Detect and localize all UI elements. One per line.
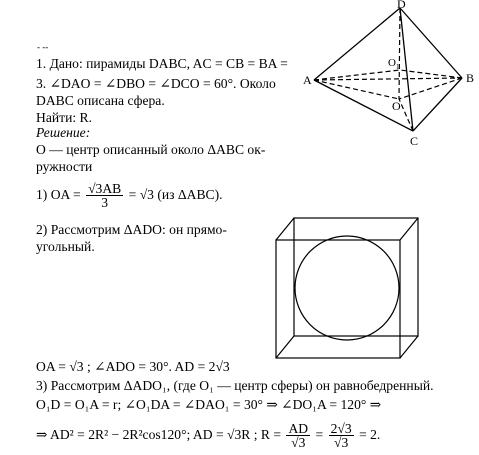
label-B: B — [466, 71, 475, 85]
problem-line-1: 1. Дано: пирамиды DABC, AC = CB = BA = — [36, 56, 288, 71]
segment-DO — [399, 8, 400, 99]
problem-line-3: DABC описана сфера. — [36, 93, 165, 108]
label-A: A — [303, 73, 312, 87]
label-O1: O — [388, 57, 396, 69]
center-line-1: O — центр описанный около ΔABC ок- — [36, 142, 266, 157]
step2-line-1: 2) Рассмотрим ΔADO: он прямо- — [36, 222, 227, 237]
edge-DA — [314, 8, 400, 80]
step1-line — [36, 178, 223, 212]
step3-eq: = — [315, 427, 324, 442]
cube-figure — [270, 212, 440, 362]
step1-fraction-den: 3 — [101, 195, 109, 211]
dash-mark: - -- — [37, 42, 49, 52]
step1-fraction — [86, 182, 123, 209]
edge-AB-hidden — [314, 78, 462, 80]
step3-fraction-1 — [286, 422, 310, 449]
inscribed-sphere — [295, 236, 399, 340]
step3-fraction-2-den: √3 — [333, 435, 349, 451]
segment-AO — [314, 80, 399, 99]
step1-rest: = √3 (из ΔABC). — [128, 187, 223, 202]
pyramid-figure — [300, 0, 479, 150]
step2-line-2: угольный. — [36, 239, 95, 254]
step3-fraction-2 — [329, 422, 354, 449]
step3-line-1: 3) Рассмотрим ΔADO₁, (где O₁ — центр сферы) он равнобедренный. — [36, 378, 434, 393]
edge-DB — [400, 8, 462, 78]
label-O1-sub: 1 — [396, 63, 400, 71]
step3-line-3 — [36, 418, 380, 452]
find-line: Найти: R. — [36, 110, 92, 125]
segment-BO1 — [400, 70, 462, 78]
step2-result: OA = √3 ; ∠ADO = 30°. AD = 2√3 — [36, 359, 230, 374]
cube-edge-tr — [400, 218, 418, 240]
step1-prefix: 1) OA = — [36, 187, 81, 202]
step1-fraction-num: √3AB — [88, 181, 122, 197]
edge-DC — [400, 8, 413, 131]
step3-line3-a: ⇒ AD² = 2R² − 2R²cos120°; AD = √3R ; R = — [36, 427, 282, 442]
center-line-2: ружности — [36, 159, 93, 174]
cube-edge-br — [400, 336, 418, 358]
problem-line-2: 3. ∠DAO = ∠DBO = ∠DCO = 60°. Около — [36, 76, 276, 91]
step3-fraction-2-num: 2√3 — [330, 421, 352, 437]
label-D: D — [397, 0, 406, 11]
solution-label: Решение: — [36, 125, 91, 140]
step3-fraction-1-den: √3 — [291, 435, 306, 451]
step3-end: = 2. — [359, 427, 381, 442]
step3-fraction-1-num: AD — [288, 421, 309, 437]
cube-back-face — [294, 218, 418, 336]
label-O: O — [392, 99, 401, 113]
cube-edge-bl — [276, 336, 294, 358]
label-C: C — [410, 134, 419, 148]
cube-edge-tl — [276, 218, 294, 240]
cube-front-face — [276, 240, 400, 358]
step3-line-2: O₁D = O₁A = r; ∠O₁DA = ∠DAO₁ = 30° ⇒ ∠DO₁A = 120° ⇒ — [36, 397, 382, 412]
